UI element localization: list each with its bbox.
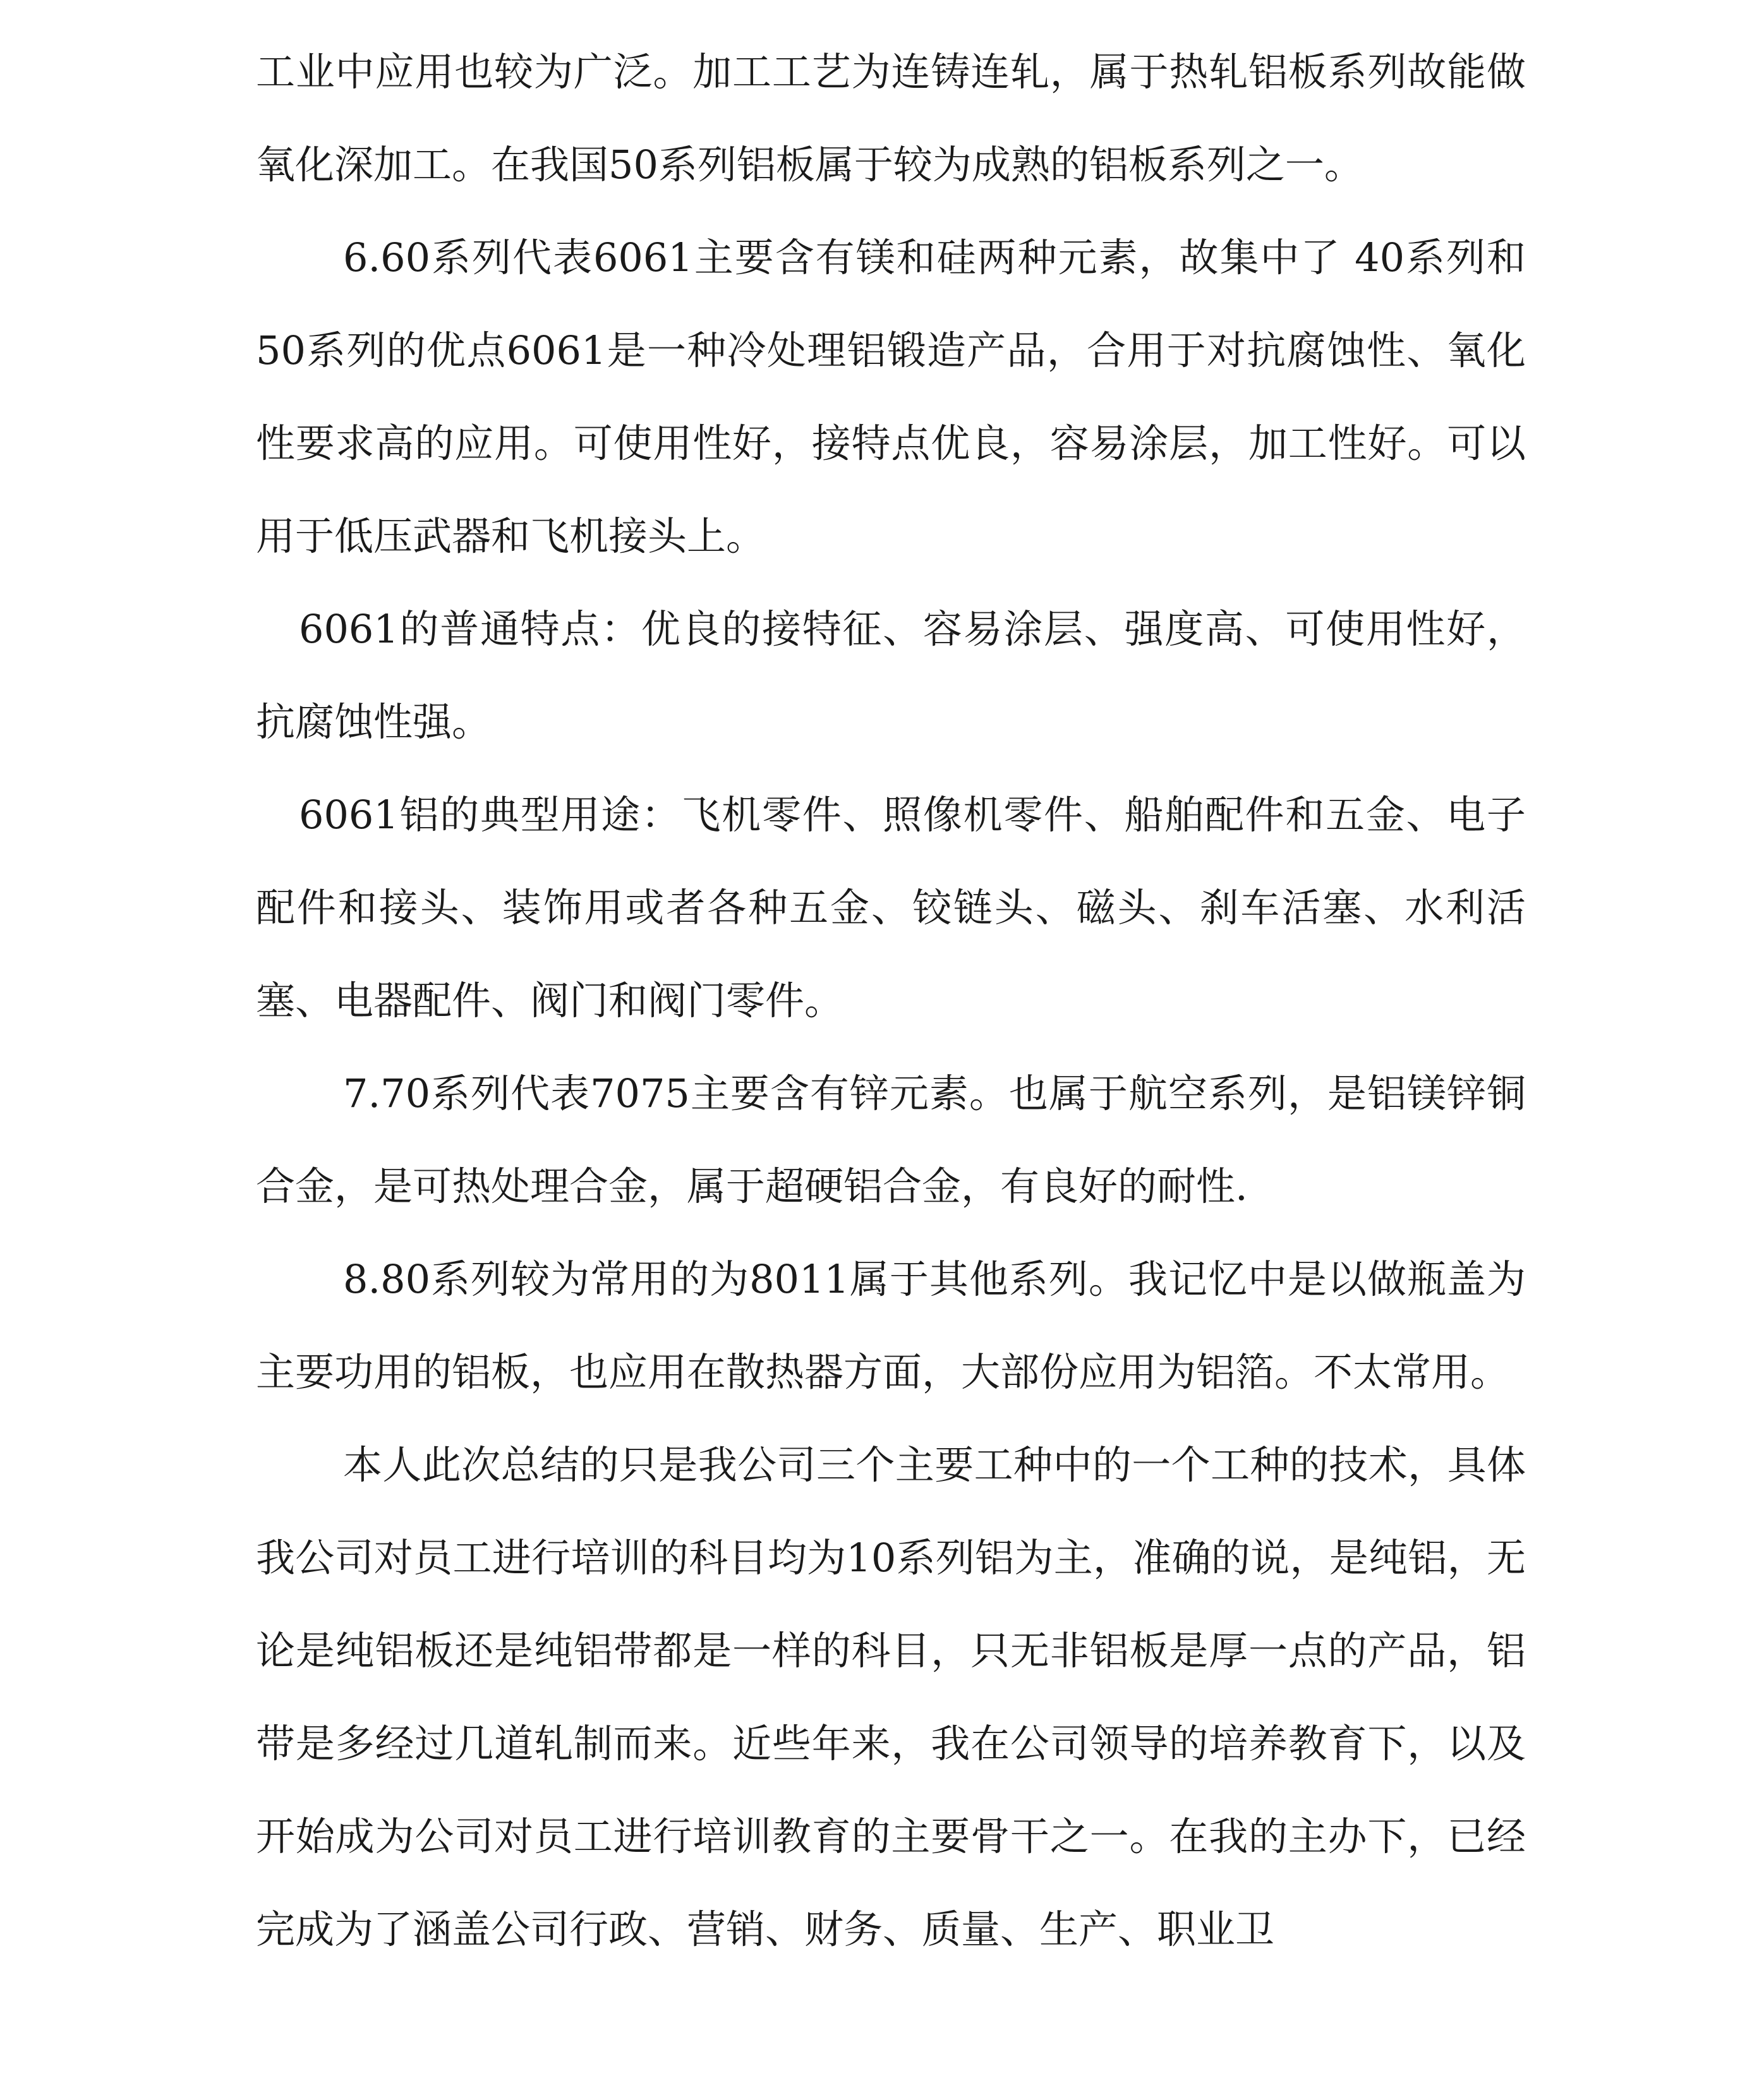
paragraph-training-summary: 本人此次总结的只是我公司三个主要工种中的一个工种的技术，具体我公司对员工进行培训的科目均为10系列铝为主，准确的说，是纯铝，无论是纯铝板还是纯铝带都是一样的科目，只无非铝板是厚一点的产品，铝带是多经过几道轧制而来。近些年来，我在公司领导的培养教育下，以及开始成为公司对员工进行培训教育的主要骨干之一。在我的主办下，已经完成为了涵盖公司行政、营销、财务、质量、生产、职业卫 xyxy=(256,1442,1526,1952)
paragraph-80-series: 8.80系列较为常用的为8011属于其他系列。我记忆中是以做瓶盖为主要功用的铝板，也应用在散热器方面，大部份应用为铝箔。不太常用。 xyxy=(256,1256,1526,1395)
document-body xyxy=(256,25,1526,1976)
paragraph-6061-uses: 6061铝的典型用途：飞机零件、照像机零件、船舶配件和五金、电子配件和接头、装饰用或者各种五金、铰链头、磁头、刹车活塞、水利活塞、电器配件、阀门和阀门零件。 xyxy=(256,792,1526,1024)
paragraph-70-series: 7.70系列代表7075主要含有锌元素。也属于航空系列，是铝镁锌铜合金，是可热处理合金，属于超硬铝合金，有良好的耐性. xyxy=(256,1070,1526,1209)
paragraph-aluminum-50-series-end: 工业中应用也较为广泛。加工工艺为连铸连轧，属于热轧铝板系列故能做氧化深加工。在我国50系列铝板属于较为成熟的铝板系列之一。 xyxy=(256,49,1526,188)
paragraph-60-series: 6.60系列代表6061主要含有镁和硅两种元素，故集中了 40系列和50系列的优点6061是一种冷处理铝锻造产品，合用于对抗腐蚀性、氧化性要求高的应用。可使用性好，接特点优良，容易涂层，加工性好。可以用于低压武器和飞机接头上。 xyxy=(256,234,1526,559)
paragraph-6061-features: 6061的普通特点：优良的接特征、容易涂层、强度高、可使用性好，抗腐蚀性强。 xyxy=(256,606,1526,745)
